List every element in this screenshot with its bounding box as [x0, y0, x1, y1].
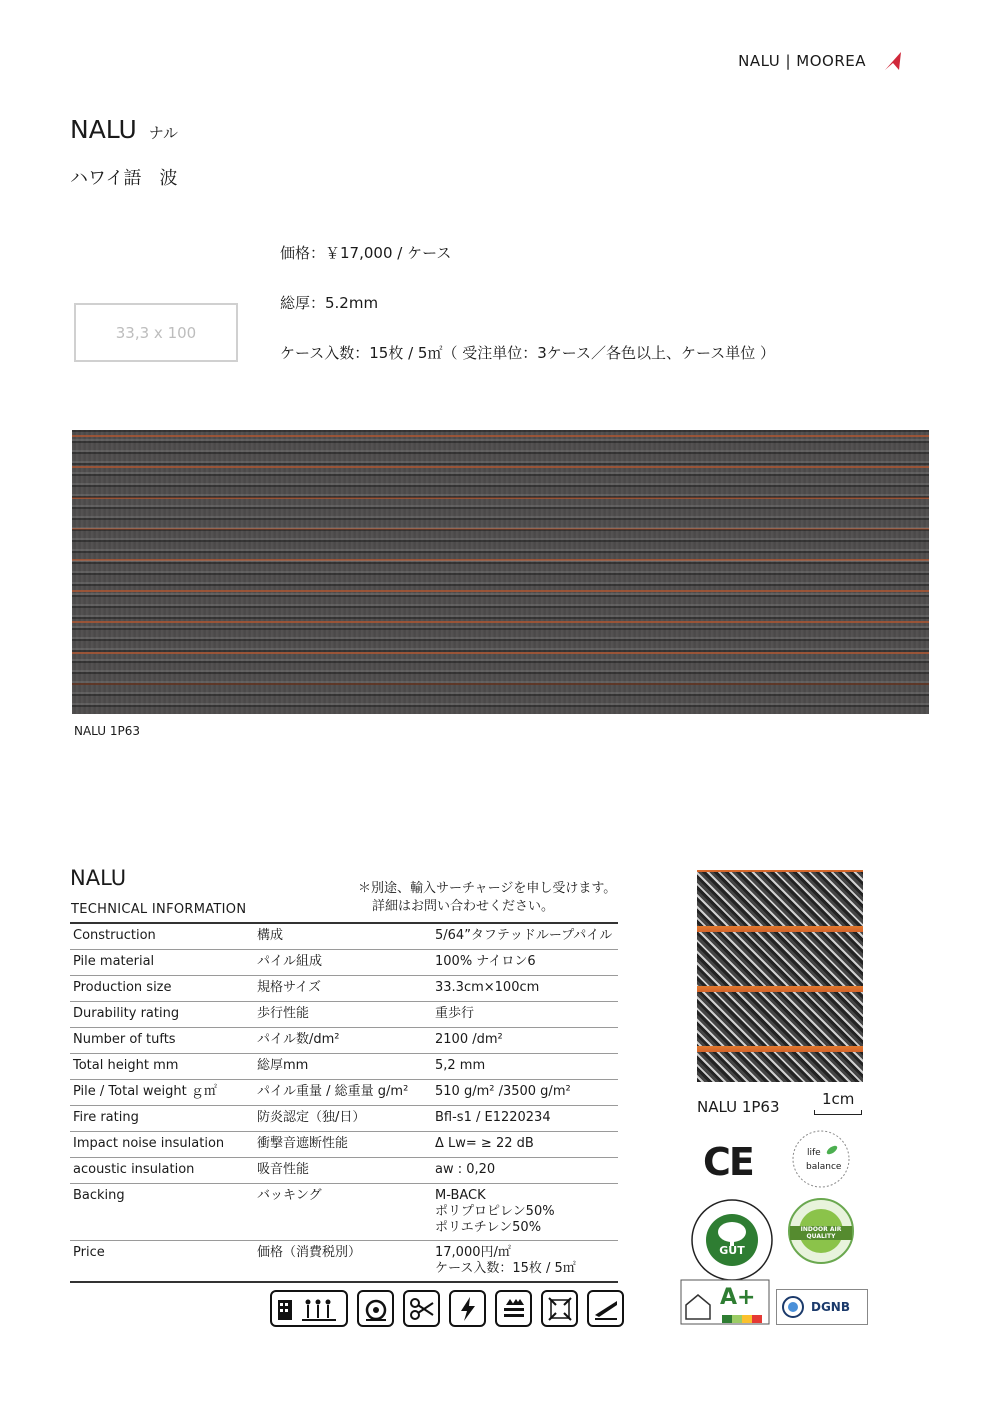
- size-label-box: [74, 303, 238, 362]
- product-name-kana: ナル: [148, 124, 179, 142]
- gut-text: GUT: [719, 1244, 745, 1257]
- cut-resistant-icon: [403, 1290, 440, 1327]
- table-row: [70, 976, 618, 1002]
- life-balance-text-2: balance: [806, 1162, 842, 1172]
- spec-price: 価格：￥17,000 / ケース: [280, 244, 452, 262]
- heating-icon: [495, 1290, 532, 1327]
- ce-mark: CE: [703, 1140, 753, 1184]
- tech-subtitle: TECHNICAL INFORMATION: [71, 902, 247, 917]
- emissions-aplus-label: [680, 1279, 770, 1325]
- row-label-en: Pile / Total weight ｇ㎡: [70, 1080, 254, 1106]
- iaq-text: INDOOR AIR QUALITY: [790, 1226, 852, 1240]
- table-row: [70, 1028, 618, 1054]
- row-label-jp: 構成: [254, 923, 432, 950]
- surcharge-note: [358, 880, 616, 916]
- row-value: 510 g/m² /3500 g/m²: [432, 1080, 618, 1106]
- row-label-jp: 規格サイズ: [254, 976, 432, 1002]
- row-label-en: Backing: [70, 1184, 254, 1241]
- row-label-jp: 衝撃音遮断性能: [254, 1132, 432, 1158]
- brand-header: NALU | MOOREA: [738, 52, 866, 70]
- row-value: Δ Lw= ≥ 22 dB: [432, 1132, 618, 1158]
- row-value: Bfl-s1 / E1220234: [432, 1106, 618, 1132]
- brand-arrow-icon: [882, 50, 904, 72]
- row-label-jp: パイル数/dm²: [254, 1028, 432, 1054]
- row-value: 17,000円/㎡ ケース入数：15枚 / 5㎡: [432, 1241, 618, 1283]
- row-value: M-BACK ポリプロピレン50% ポリエチレン50%: [432, 1184, 618, 1241]
- row-label-en: Construction: [70, 923, 254, 950]
- swatch-caption: NALU 1P63: [697, 1098, 780, 1116]
- row-value: 5/64”タフテッドループパイル: [432, 923, 618, 950]
- dimension-stable-icon: [541, 1290, 578, 1327]
- life-balance-logo: [786, 1126, 856, 1192]
- row-value: 5,2 mm: [432, 1054, 618, 1080]
- life-balance-text-1: life: [807, 1148, 821, 1158]
- row-value: 重歩行: [432, 1002, 618, 1028]
- carpet-photo: [72, 430, 929, 714]
- aplus-text: A+: [720, 1285, 756, 1310]
- spec-thickness: 総厚：5.2mm: [280, 294, 379, 312]
- row-label-en: Impact noise insulation: [70, 1132, 254, 1158]
- surcharge-note-line2: 詳細はお問い合わせください。: [372, 899, 555, 914]
- row-label-jp: 歩行性能: [254, 1002, 432, 1028]
- row-label-en: Price: [70, 1241, 254, 1283]
- carpet-photo-caption: NALU 1P63: [74, 724, 141, 738]
- table-row: [70, 1002, 618, 1028]
- table-row: [70, 1132, 618, 1158]
- technical-table: [70, 922, 618, 1283]
- table-row: [70, 1080, 618, 1106]
- dgnb-text: DGNB: [811, 1300, 850, 1314]
- row-label-en: Fire rating: [70, 1106, 254, 1132]
- row-label-jp: 吸音性能: [254, 1158, 432, 1184]
- row-label-en: Number of tufts: [70, 1028, 254, 1054]
- product-name: NALU: [70, 115, 137, 144]
- table-row: [70, 1054, 618, 1080]
- scale-bar: [814, 1110, 862, 1115]
- usage-icons: [270, 1290, 624, 1327]
- row-value: aw : 0,20: [432, 1158, 618, 1184]
- tech-title: NALU: [70, 866, 127, 890]
- indoor-air-quality-badge: [786, 1196, 856, 1276]
- size-label: 33,3 x 100: [115, 323, 197, 342]
- dgnb-logo: [776, 1289, 868, 1325]
- antistatic-icon: [449, 1290, 486, 1327]
- row-value: 2100 /dm²: [432, 1028, 618, 1054]
- row-label-en: Total height mm: [70, 1054, 254, 1080]
- row-label-jp: バッキング: [254, 1184, 432, 1241]
- spec-case: ケース入数：15枚 / 5㎡（ 受注単位：3ケース／各色以上、ケース単位 ）: [280, 344, 776, 362]
- table-row: [70, 1158, 618, 1184]
- surcharge-note-line1: ＊別途、輸入サーチャージを申し受けます。: [358, 881, 617, 896]
- product-meaning: ハワイ語 波: [70, 168, 178, 189]
- row-label-en: acoustic insulation: [70, 1158, 254, 1184]
- row-value: 100% ナイロン6: [432, 950, 618, 976]
- scale-label: 1cm: [822, 1090, 855, 1108]
- row-label-en: Production size: [70, 976, 254, 1002]
- row-label-jp: パイル組成: [254, 950, 432, 976]
- row-value: 33.3cm×100cm: [432, 976, 618, 1002]
- row-label-jp: 防炎認定（独/日）: [254, 1106, 432, 1132]
- gut-logo: [690, 1198, 774, 1282]
- row-label-jp: パイル重量 / 総重量 g/m²: [254, 1080, 432, 1106]
- table-row: [70, 1184, 618, 1241]
- row-label-en: Durability rating: [70, 1002, 254, 1028]
- row-label-en: Pile material: [70, 950, 254, 976]
- product-title: [70, 115, 178, 144]
- carpet-swatch-closeup: [697, 870, 863, 1082]
- table-row: [70, 1106, 618, 1132]
- row-label-jp: 総厚mm: [254, 1054, 432, 1080]
- chair-castor-icon: [357, 1290, 394, 1327]
- office-use-icon: [270, 1290, 348, 1327]
- table-row: [70, 923, 618, 950]
- row-label-jp: 価格（消費税別）: [254, 1241, 432, 1283]
- stair-edge-icon: [587, 1290, 624, 1327]
- table-row: [70, 1241, 618, 1283]
- table-row: [70, 950, 618, 976]
